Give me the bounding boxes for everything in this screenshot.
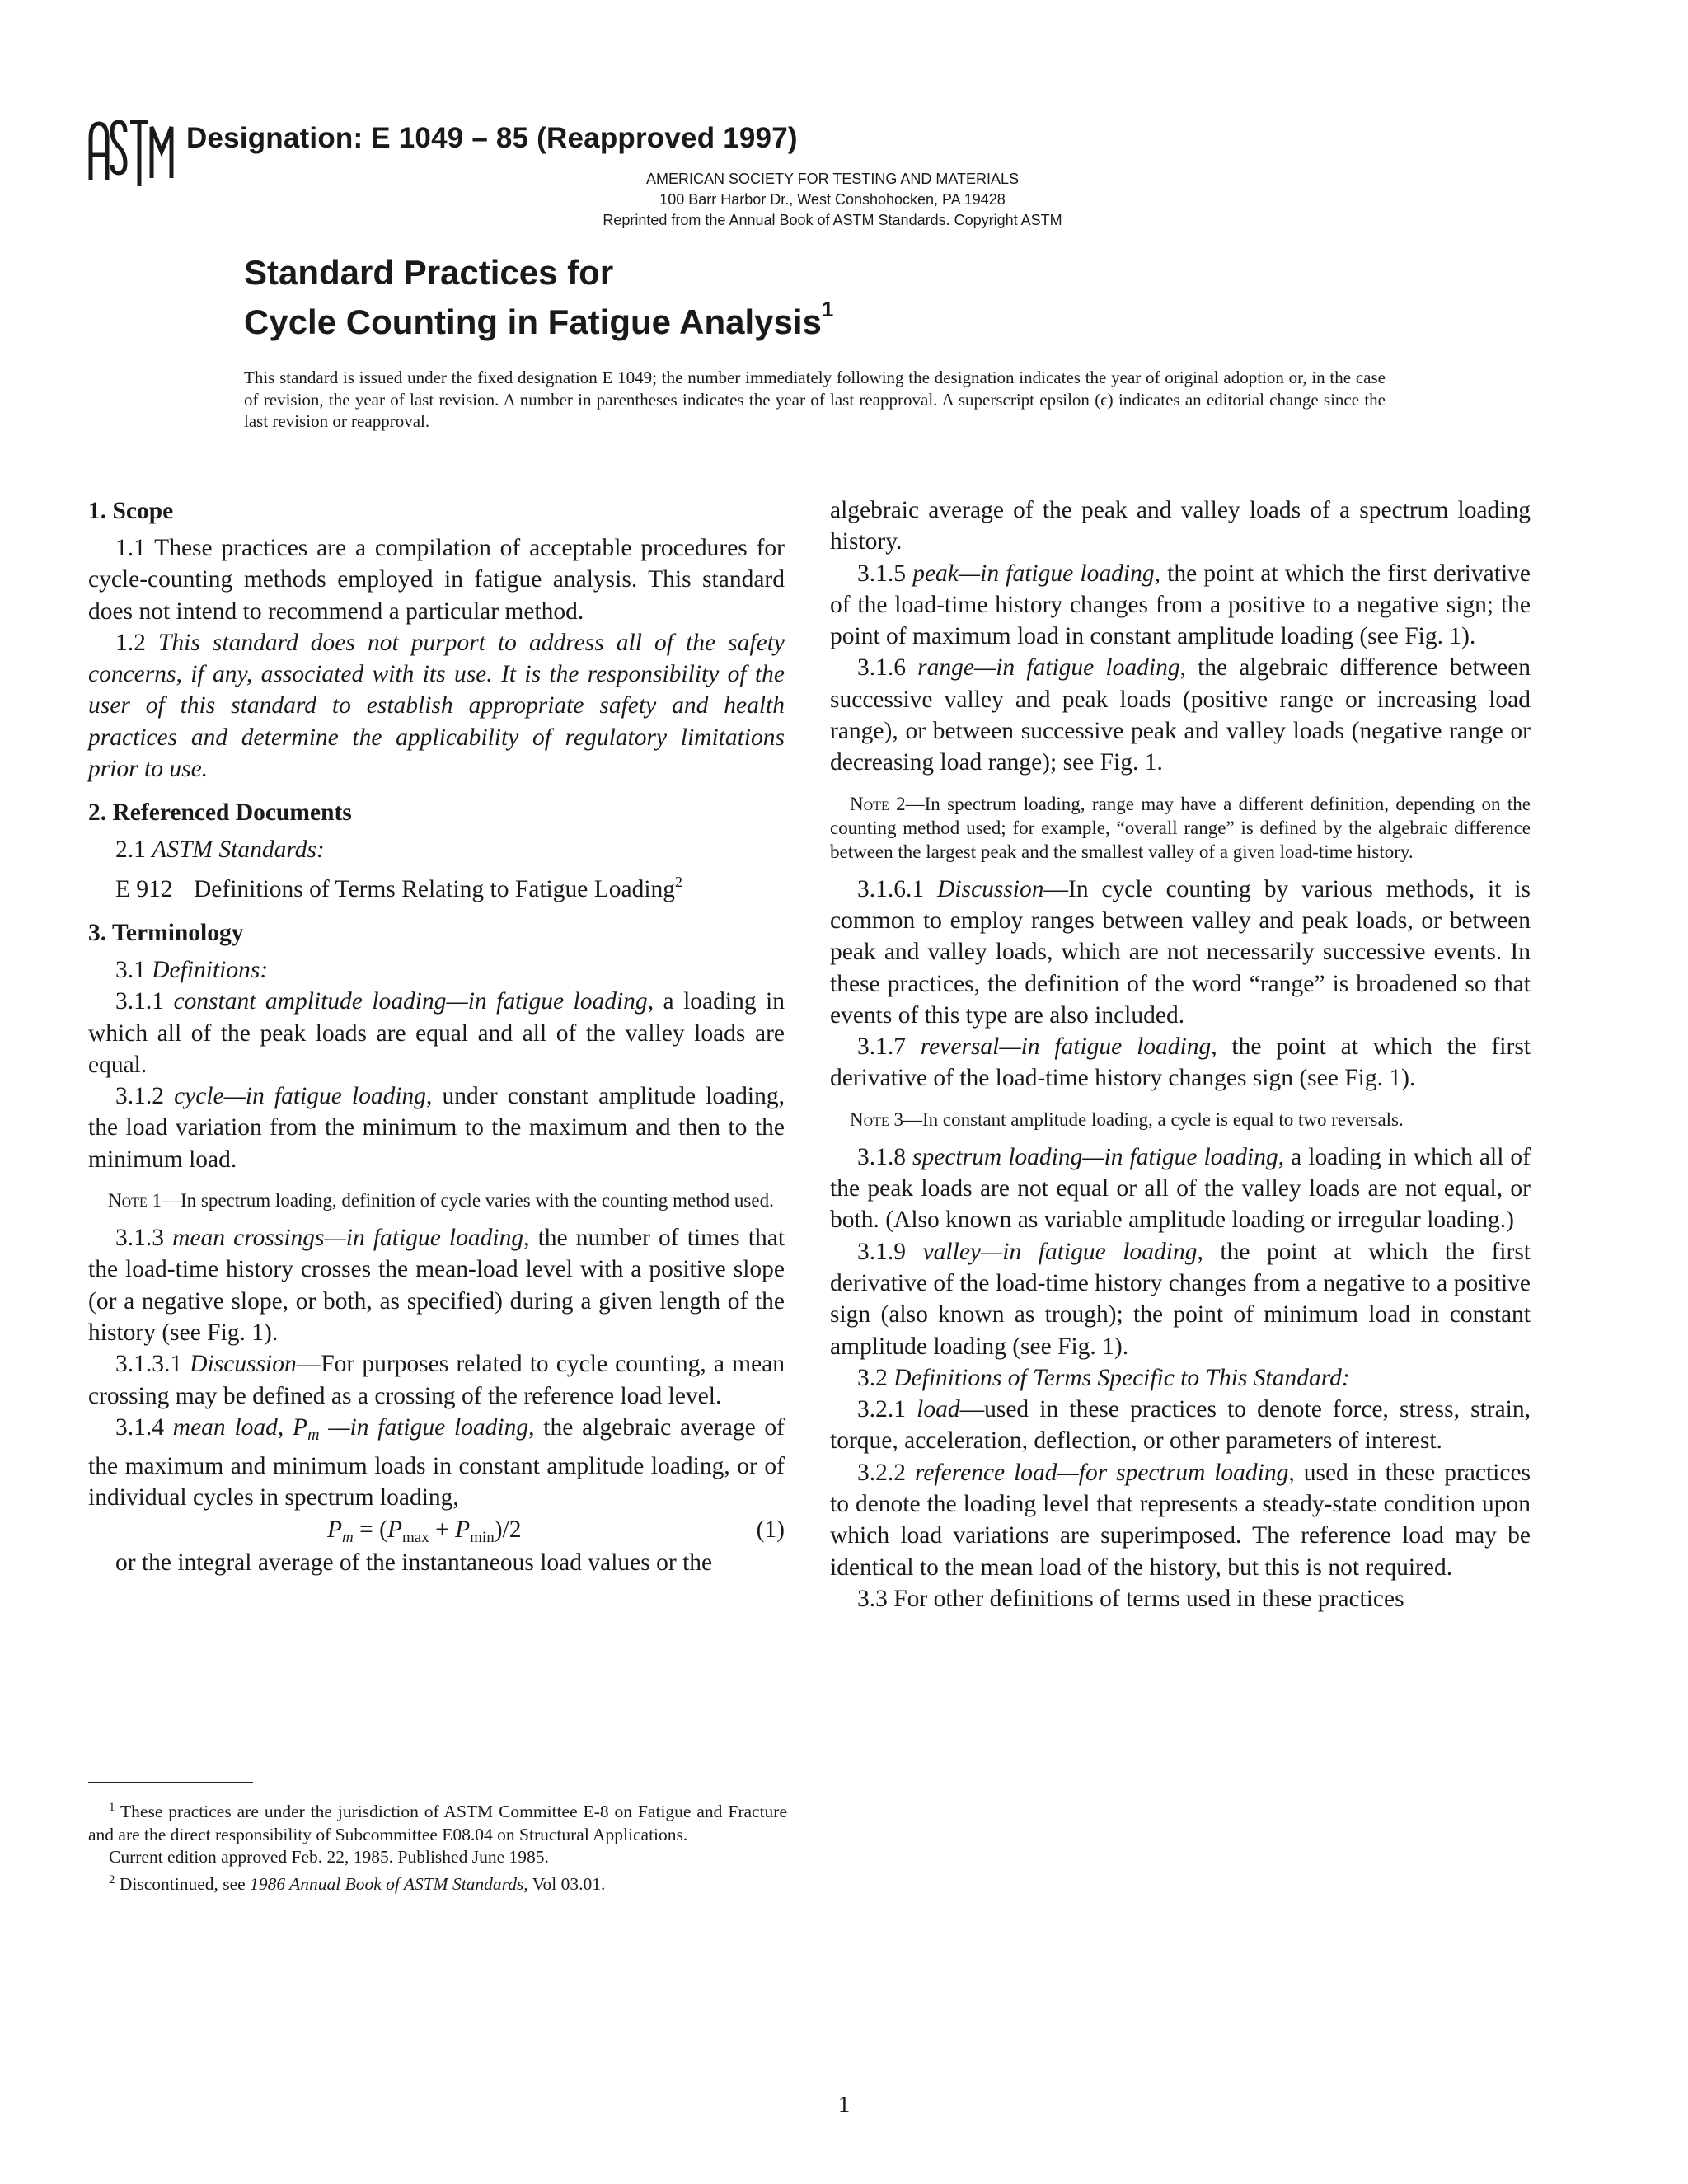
astm-logo <box>86 114 176 192</box>
paragraph-3-1-5: 3.1.5 peak—in fatigue loading, the point at which the first derivative of the load-time history changes from a positive to a negative sign; the point of maximum load in constant amplitude loading (see Fig. 1). <box>830 560 1531 650</box>
note-3: Note 3—In constant amplitude loading, a cycle is equal to two reversals. <box>850 1108 1404 1130</box>
left-column <box>88 494 785 1578</box>
footnote-2: $^2$ Discontinued, see 1986 Annual Book of ASTM Standards, Vol 03.01. <box>109 1872 606 1894</box>
equation-number: (1) <box>756 1516 785 1543</box>
paragraph-3-1-6-1: 3.1.6.1 Discussion—In cycle counting by various methods, it is common to employ ranges between valley and peak loads, or between peak and valley loads, which are not necessarily successive events. In these practices, the definition of the word “range” is broadened so that events of this type are also included. <box>830 875 1531 1029</box>
paragraph-3-2-1: 3.2.1 load—used in these practices to denote force, stress, strain, torque, acceleration, deflection, or other parameters of interest. <box>830 1396 1531 1455</box>
paragraph-3-1-9: 3.1.9 valley—in fatigue loading, the point at which the first derivative of the load-time history changes from a negative to a positive sign (also known as trough); the point of minimum load in constant amplitude loading (see Fig. 1). <box>830 1238 1531 1360</box>
section-heading-terminology: 3. Terminology <box>88 919 244 946</box>
footnote-1: $^1$ These practices are under the jurisdiction of ASTM Committee E-8 on Fatigue and Fracture and are the direct responsibility of Subcommittee E08.04 on Structural Applications. <box>88 1801 787 1844</box>
paragraph-3-3: 3.3 For other definitions of terms used in these practices <box>857 1585 1404 1612</box>
title-line-2: Cycle Counting in Fatigue Analysis$^1$ <box>244 297 834 341</box>
publisher-address: 100 Barr Harbor Dr., West Conshohocken, PA 19428 <box>659 191 1006 208</box>
footnote-edition: Current edition approved Feb. 22, 1985. Published June 1985. <box>109 1847 549 1867</box>
paragraph-3-1: 3.1 Definitions: <box>115 956 269 983</box>
paragraph-3-1-2: 3.1.2 cycle—in fatigue loading, under constant amplitude loading, the load variation from the minimum to the maximum and then to the minimum load. <box>88 1083 785 1173</box>
paragraph-3-1-3-1: 3.1.3.1 Discussion—For purposes related to cycle counting, a mean crossing may be defined as a crossing of the reference load level. <box>88 1351 785 1409</box>
section-heading-referenced-documents: 2. Referenced Documents <box>88 799 352 827</box>
note-2: Note 2—In spectrum loading, range may have a different definition, depending on the counting method used; for example, “overall range” is defined by the algebraic difference between the largest peak and the smallest valley of a given load-time history. <box>830 793 1531 862</box>
paragraph-3-1-4: 3.1.4 mean load, $P_m$ —in fatigue loading, the algebraic average of the maximum and minimum loads in constant amplitude loading, or of individual cycles in spectrum loading, <box>88 1413 785 1511</box>
title-line-1: Standard Practices for <box>244 253 614 292</box>
paragraph-2-1: 2.1 ASTM Standards: <box>115 837 325 864</box>
issue-note: This standard is issued under the fixed designation E 1049; the number immediately following the designation indicates the year of original adoption or, in the case of revision, the year of last revision. A number in parentheses indicates the year of last reapproval. A superscript epsilon (ϵ) indicates an editorial change since the last revision or reapproval. <box>244 368 1386 431</box>
page-number: 1 <box>837 2092 851 2118</box>
paragraph-continuation: or the integral average of the instantaneous load values or the <box>115 1549 713 1576</box>
paragraph-3-1-3: 3.1.3 mean crossings—in fatigue loading, the number of times that the load-time history crosses the mean-load level with a positive slope (or a negative slope, or both, as specified) during a given length of the history (see Fig. 1). <box>88 1225 785 1346</box>
reference-e912: E 912 Definitions of Terms Relating to Fatigue Loading$^2$ <box>115 873 683 902</box>
paragraph-3-1-4-continued: algebraic average of the peak and valley loads of a spectrum loading history. <box>830 497 1531 555</box>
paragraph-1-1: 1.1 These practices are a compilation of acceptable procedures for cycle-counting methods employed in fatigue analysis. This standard does not intend to recommend a particular method. <box>88 535 785 625</box>
right-column <box>830 494 1531 1615</box>
designation: Designation: E 1049 – 85 (Reapproved 1997) <box>186 122 798 154</box>
paragraph-3-1-6: 3.1.6 range—in fatigue loading, the algebraic difference between successive valley and peak loads (positive range or increasing load range), or between successive peak and valley loads (negative range or decreasing load range); see Fig. 1. <box>830 654 1531 776</box>
paragraph-3-1-8: 3.1.8 spectrum loading—in fatigue loading, a loading in which all of the peak loads are not equal or all of the valley loads are not equal, or both. (Also known as variable amplitude loading or irregular loading.) <box>830 1143 1531 1234</box>
footnotes <box>88 1797 787 1896</box>
equation-1 <box>88 1514 785 1547</box>
paragraph-3-1-1: 3.1.1 constant amplitude loading—in fatigue loading, a loading in which all of the peak loads are equal and all of the valley loads are equal. <box>88 988 785 1078</box>
equation-mean-load: $P_m = (P_{max} + P_{min})/2$ <box>327 1516 522 1546</box>
section-heading-scope: 1. Scope <box>88 498 174 524</box>
note-1: Note 1—In spectrum loading, definition of cycle varies with the counting method used. <box>108 1190 774 1212</box>
reprint-notice: Reprinted from the Annual Book of ASTM Standards. Copyright ASTM <box>603 212 1062 228</box>
paragraph-1-2: 1.2 This standard does not purport to address all of the safety concerns, if any, associated with its use. It is the responsibility of the user of this standard to establish appropriate safety and health practices and determine the applicability of regulatory limitations prior to use. <box>88 629 785 783</box>
document-title <box>244 252 833 343</box>
paragraph-3-2-2: 3.2.2 reference load—for spectrum loading, used in these practices to denote the loading level that represents a steady-state condition upon which load variations are superimposed. The reference load may be identical to the mean load of the history, but this is not required. <box>830 1459 1531 1581</box>
paragraph-3-2: 3.2 Definitions of Terms Specific to This Standard: <box>857 1364 1350 1391</box>
svg-text:ASTM: ASTM <box>86 114 88 115</box>
publisher-block <box>528 169 1137 231</box>
paragraph-3-1-7: 3.1.7 reversal—in fatigue loading, the point at which the first derivative of the load-time history changes sign (see Fig. 1). <box>830 1033 1531 1092</box>
footnote-divider <box>88 1782 253 1783</box>
title-footnote-mark: 1 <box>821 297 834 321</box>
publisher-name: AMERICAN SOCIETY FOR TESTING AND MATERIALS <box>645 171 1020 187</box>
